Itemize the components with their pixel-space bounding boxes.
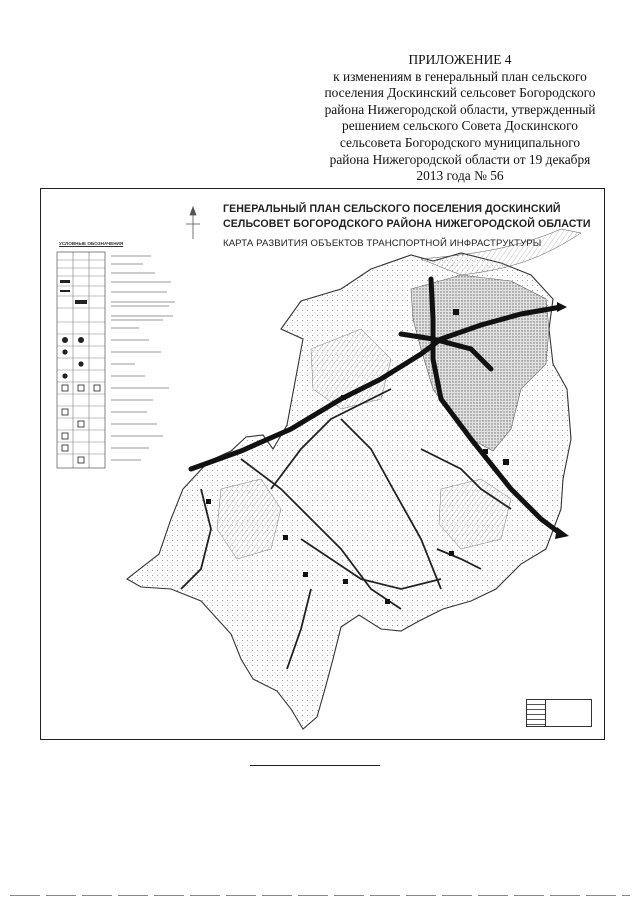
appendix-line: 2013 года № 56 (416, 168, 504, 184)
route-arrow (555, 527, 569, 539)
legend-caption: УСЛОВНЫЕ ОБОЗНАЧЕНИЯ (59, 241, 124, 246)
map-sheet (40, 188, 605, 740)
north-arrow (186, 207, 200, 239)
legend (51, 241, 179, 479)
appendix-line: решением сельского Совета Доскинского (342, 118, 578, 134)
appendix-line: поселения Доскинский сельсовет Богородского (324, 85, 596, 101)
appendix-header (300, 52, 620, 185)
map-title-line: ГЕНЕРАЛЬНЫЙ ПЛАН СЕЛЬСКОГО ПОСЕЛЕНИЯ ДОСКИНСКИЙ (223, 203, 561, 215)
map-title-line: СЕЛЬСОВЕТ БОГОРОДСКОГО РАЙОНА НИЖЕГОРОДСКОЙ ОБЛАСТИ (223, 218, 591, 230)
page-bottom-mark (10, 895, 630, 896)
map-subtitle: КАРТА РАЗВИТИЯ ОБЪЕКТОВ ТРАНСПОРТНОЙ ИНФРАСТРУКТУРЫ (223, 238, 542, 249)
route-arrow (557, 302, 567, 312)
appendix-line: ПРИЛОЖЕНИЕ 4 (408, 52, 512, 67)
appendix-line: к изменениям в генеральный план сельского (333, 68, 587, 84)
map-title (223, 202, 603, 251)
footnote-separator (250, 765, 380, 766)
title-block-stamp (526, 699, 592, 727)
appendix-line: района Нижегородской области от 19 декабря (329, 151, 591, 167)
legend-table (51, 246, 179, 476)
title-block-inner (545, 700, 591, 726)
appendix-line: района Нижегородской области, утвержденный (324, 101, 596, 117)
appendix-line: сельсовета Богородского муниципального (339, 134, 581, 150)
